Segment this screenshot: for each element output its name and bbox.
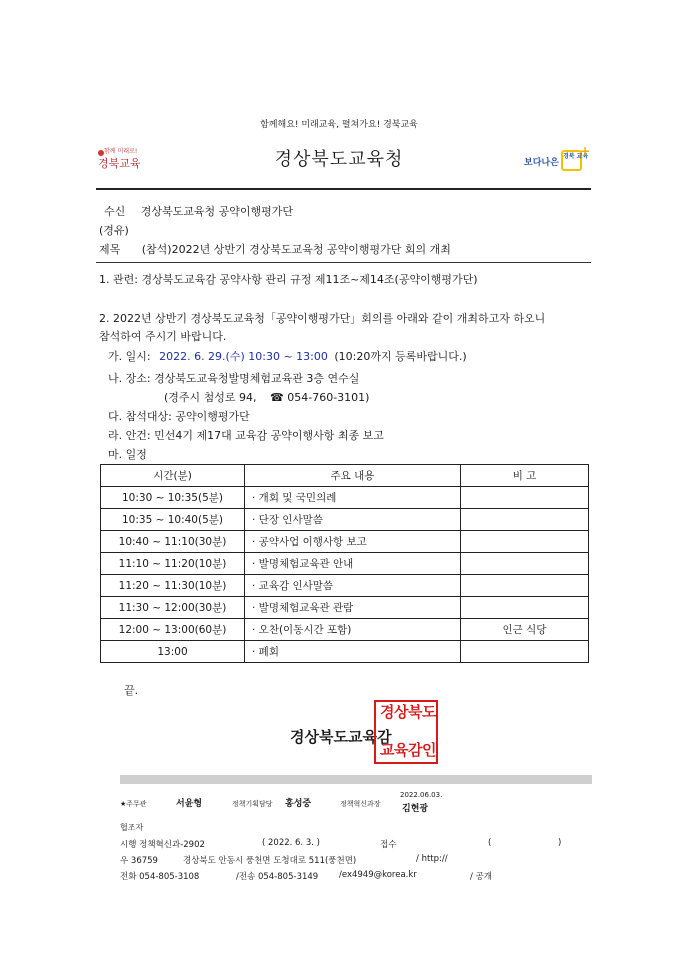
row-content: · 단장 인사말씀 [245, 509, 461, 531]
header-time: 시간(분) [101, 465, 245, 487]
row-content: · 공약사업 이행사항 보고 [245, 531, 461, 553]
approver-role-2: 정책기획담당 [232, 800, 273, 808]
item-da: 다. 참석대상: 공약이행평가단 [108, 410, 250, 423]
row-time: 13:00 [101, 641, 245, 663]
row-note [461, 487, 589, 509]
item-na-phone: 054-760-3101) [287, 391, 370, 404]
subject-value: (참석)2022년 상반기 경상북도교육청 공약이행평가단 회의 개최 [141, 243, 451, 256]
schedule-header-row [101, 465, 589, 487]
slogan: 함께해요! 미래교육, 펼쳐가요! 경북교육 [260, 120, 418, 130]
receipt-close-paren: ) [558, 838, 562, 848]
row-time: 11:10 ~ 11:20(10분) [101, 553, 245, 575]
row-content: · 오찬(이동시간 포함) [245, 619, 461, 641]
plus-icon: + [580, 144, 591, 158]
row-note [461, 553, 589, 575]
row-time: 10:40 ~ 11:10(30분) [101, 531, 245, 553]
approver-role-3: 정책혁신과장 [340, 800, 381, 808]
via-line: (경유) [99, 224, 129, 237]
row-time: 10:30 ~ 10:35(5분) [101, 487, 245, 509]
row-note [461, 509, 589, 531]
left-logo-line2: 경북교육 [98, 157, 141, 170]
doc-date: ( 2022. 6. 3. ) [262, 838, 320, 848]
seal-char: 교 [380, 741, 395, 759]
row-time: 10:35 ~ 10:40(5분) [101, 509, 245, 531]
seal-char: 북 [408, 703, 423, 721]
recipient-value: 경상북도교육청 공약이행평가단 [140, 205, 294, 218]
paragraph-1: 1. 관련: 경상북도교육감 공약사항 관리 규정 제11조~제14조(공약이행평가단) [99, 273, 478, 286]
row-note [461, 531, 589, 553]
row-time: 12:00 ~ 13:00(60분) [101, 619, 245, 641]
approver-role-1: ★주무관 [120, 800, 147, 808]
table-row [101, 575, 589, 597]
signer-title: 경상북도교육감 [290, 728, 392, 746]
row-note [461, 575, 589, 597]
row-note [461, 641, 589, 663]
phone-icon: ☎ [270, 391, 284, 404]
approver-name-2: 홍성중 [285, 799, 312, 809]
seal-char: 육 [394, 741, 409, 759]
approver-name-1: 서윤형 [176, 799, 203, 809]
subject-label: 제목 [99, 243, 121, 256]
official-seal [374, 700, 438, 764]
row-content: · 발명체험교육관 관람 [245, 597, 461, 619]
row-content: · 개회 및 국민의례 [245, 487, 461, 509]
table-row [101, 531, 589, 553]
seal-char: 인 [422, 741, 437, 759]
postal-code: 우 36759 [120, 856, 158, 866]
doc-number: 시행 정책혁신과-2902 [120, 840, 205, 850]
receipt-open-paren: ( [488, 838, 492, 848]
table-row [101, 597, 589, 619]
seal-char: 경 [380, 703, 395, 721]
item-ga [108, 348, 467, 364]
footer-band [120, 775, 592, 784]
right-logo-text: 보다나은 [524, 158, 559, 168]
subject-line [99, 241, 451, 257]
address: 경상북도 안동시 풍천면 도청대로 511(풍천면) [183, 856, 357, 866]
paragraph-2-line2: 참석하여 주시기 바랍니다. [99, 330, 227, 343]
table-row [101, 641, 589, 663]
schedule-table [100, 464, 589, 663]
item-ga-datetime: 2022. 6. 29.(수) 10:30 ~ 13:00 [159, 350, 328, 363]
header-note: 비 고 [461, 465, 589, 487]
header-divider [96, 188, 591, 190]
org-title: 경상북도교육청 [274, 149, 404, 170]
table-row [101, 509, 589, 531]
row-note: 인근 식당 [461, 619, 589, 641]
item-na-line1: 나. 장소: 경상북도교육청발명체험교육관 3층 연수실 [108, 372, 360, 385]
end-mark: 끝. [124, 684, 139, 697]
item-ga-label: 가. 일시: [108, 350, 151, 363]
recipient-label: 수신 [104, 205, 126, 218]
row-time: 11:20 ~ 11:30(10분) [101, 575, 245, 597]
left-logo-line1: 함께 미래로! [104, 148, 138, 155]
cooperation-label: 협조자 [120, 823, 144, 832]
table-row [101, 553, 589, 575]
email: /ex4949@korea.kr [339, 870, 417, 880]
fax-number: /전송 054-805-3149 [236, 872, 319, 882]
item-ra: 라. 안건: 민선4기 제17대 교육감 공약이행사항 최종 보고 [108, 429, 384, 442]
row-content: · 폐회 [245, 641, 461, 663]
subject-divider [96, 262, 591, 263]
table-row [101, 487, 589, 509]
item-ga-note: (10:20까지 등록바랍니다.) [334, 350, 467, 363]
seal-char: 상 [394, 703, 409, 721]
right-logo-box: 경북 교육 [561, 150, 582, 171]
header-content: 주요 내용 [245, 465, 461, 487]
row-note [461, 597, 589, 619]
item-na-line2 [164, 389, 369, 405]
row-content: · 교육감 인사말씀 [245, 575, 461, 597]
row-content: · 발명체험교육관 안내 [245, 553, 461, 575]
seal-char: 도 [422, 703, 437, 721]
seal-char: 감 [408, 741, 423, 759]
right-logo [524, 144, 594, 174]
receipt-label: 접수 [380, 840, 397, 850]
approver-name-3: 김현광 [402, 804, 429, 814]
item-ma: 마. 일정 [108, 448, 147, 461]
approval-date: 2022.06.03. [400, 791, 443, 799]
disclosure: / 공개 [470, 872, 492, 882]
recipient-line [104, 203, 293, 219]
phone-number: 전화 054-805-3108 [120, 872, 200, 882]
row-time: 11:30 ~ 12:00(30분) [101, 597, 245, 619]
homepage: / http:// [416, 854, 448, 864]
table-row [101, 619, 589, 641]
paragraph-2-line1: 2. 2022년 상반기 경상북도교육청「공약이행평가단」회의를 아래와 같이 개최하고자 하오니 [99, 312, 546, 325]
item-na-address: (경주시 첨성로 94, [164, 391, 257, 404]
